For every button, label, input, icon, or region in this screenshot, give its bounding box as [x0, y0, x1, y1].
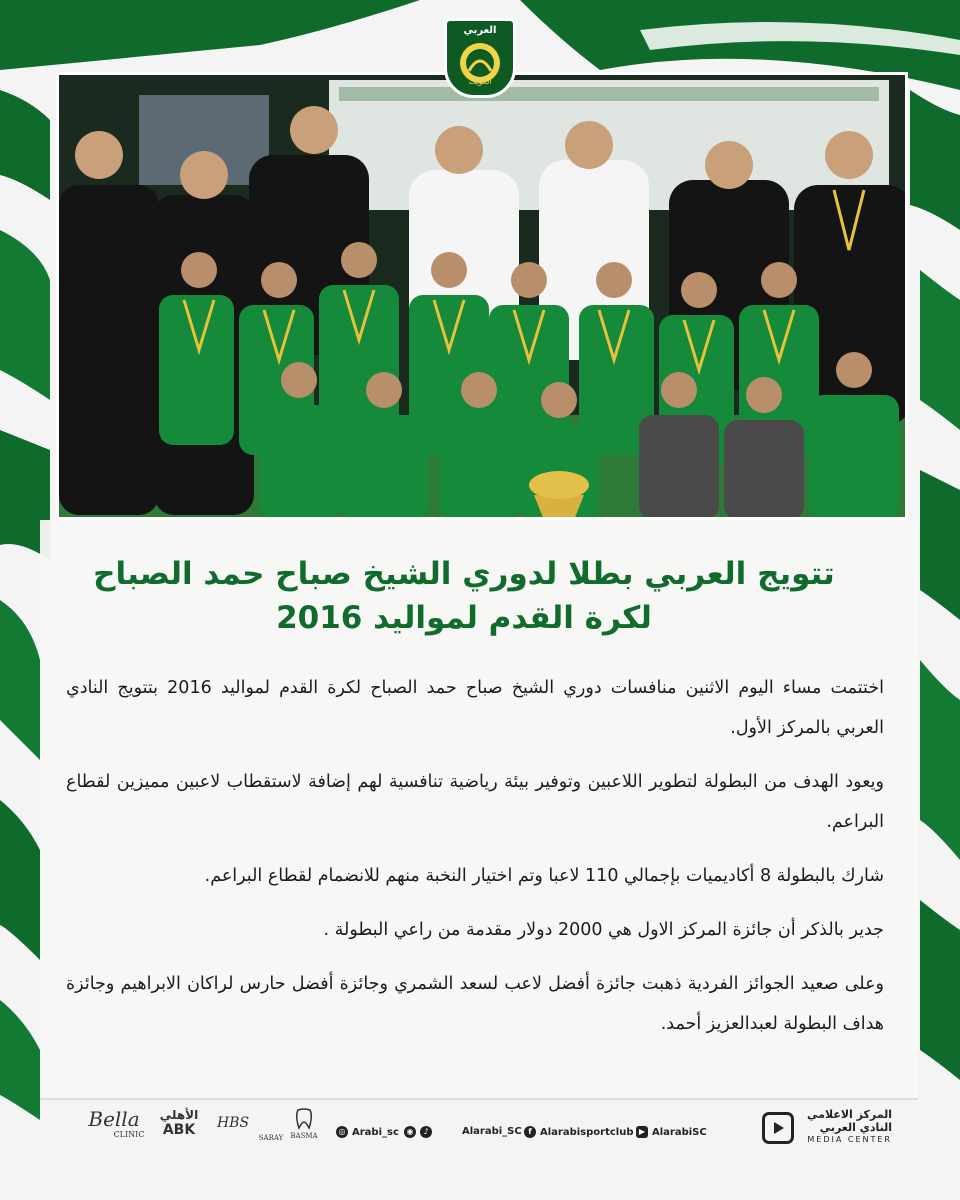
tooth-icon [294, 1108, 314, 1130]
basma-label: BASMA [290, 1132, 318, 1140]
team-photo [56, 72, 908, 520]
club-crest [444, 18, 516, 98]
sponsor-basma [286, 1108, 322, 1140]
crest-country: الكويت [468, 77, 492, 86]
social-youtube[interactable] [636, 1126, 707, 1138]
article-body [66, 668, 884, 1058]
youtube-icon: ▶ [636, 1126, 648, 1138]
facebook-icon: f [524, 1126, 536, 1138]
media-center-text [800, 1108, 892, 1145]
bella-logo-text: Bella [88, 1107, 140, 1131]
media-center-logo [762, 1108, 892, 1150]
media-center-icon [762, 1112, 794, 1144]
abk-logo: ABK [162, 1122, 196, 1138]
headline-line-2: لكرة القدم لمواليد 2016 [276, 600, 652, 636]
instagram-handle: Arabi_sc [352, 1126, 399, 1138]
social-instagram[interactable] [336, 1126, 399, 1138]
paragraph-2: ويعود الهدف من البطولة لتطوير اللاعبين وتوفير بيئة رياضية تنافسية لهم إضافة لاستقطاب لاعبين مميزين لقطاع البراعم. [66, 772, 884, 832]
media-center-line-2: النادي العربي [819, 1121, 892, 1134]
footer [0, 1100, 960, 1200]
social-twitter[interactable] [462, 1126, 522, 1137]
media-center-english: MEDIA CENTER [807, 1135, 892, 1144]
tiktok-icon: ♪ [420, 1126, 432, 1138]
paragraph-5: وعلى صعيد الجوائز الفردية ذهبت جائزة أفضل لاعب لسعد الشمري وجائزة أفضل حارس لراكان الابراهيم وجائزة هداف البطولة لعبدالعزيز أحمد. [66, 974, 884, 1034]
paragraph-3: شارك بالبطولة 8 أكاديميات بإجمالي 110 لاعبا وتم اختيار النخبة منهم للانضمام لقطاع البراعم. [204, 866, 884, 886]
headline [40, 552, 888, 640]
paragraph-1: اختتمت مساء اليوم الاثنين منافسات دوري الشيخ صباح حمد الصباح لكرة القدم لمواليد 2016 بتتويج النادي العربي بالمركز الأول. [66, 678, 884, 738]
bella-logo-sub: CLINIC [113, 1130, 145, 1139]
instagram-icon: ◎ [336, 1126, 348, 1138]
article-card [40, 520, 918, 1098]
twitter-handle: Alarabi_SC [462, 1126, 522, 1137]
crest-name: العربي [463, 25, 497, 36]
sponsor-bella-clinic [78, 1108, 150, 1140]
snapchat-icon: ◉ [404, 1126, 416, 1138]
headline-line-1: تتويج العربي بطلا لدوري الشيخ صباح حمد الصباح [93, 556, 835, 592]
social-facebook[interactable] [524, 1126, 634, 1138]
media-center-line-1: المركز الاعلامي [807, 1108, 892, 1121]
abk-arabic: الأهلي [159, 1108, 199, 1122]
sponsor-saray: SARAY [258, 1134, 284, 1142]
sponsor-hbs: HBS [216, 1115, 250, 1131]
sponsor-abk [150, 1108, 208, 1138]
social-snapchat-tiktok[interactable] [404, 1126, 432, 1138]
facebook-handle: Alarabisportclub [540, 1126, 634, 1138]
youtube-handle: AlarabiSC [652, 1126, 707, 1138]
paragraph-4: جدير بالذكر أن جائزة المركز الاول هي 2000 دولار مقدمة من راعي البطولة . [323, 920, 884, 940]
